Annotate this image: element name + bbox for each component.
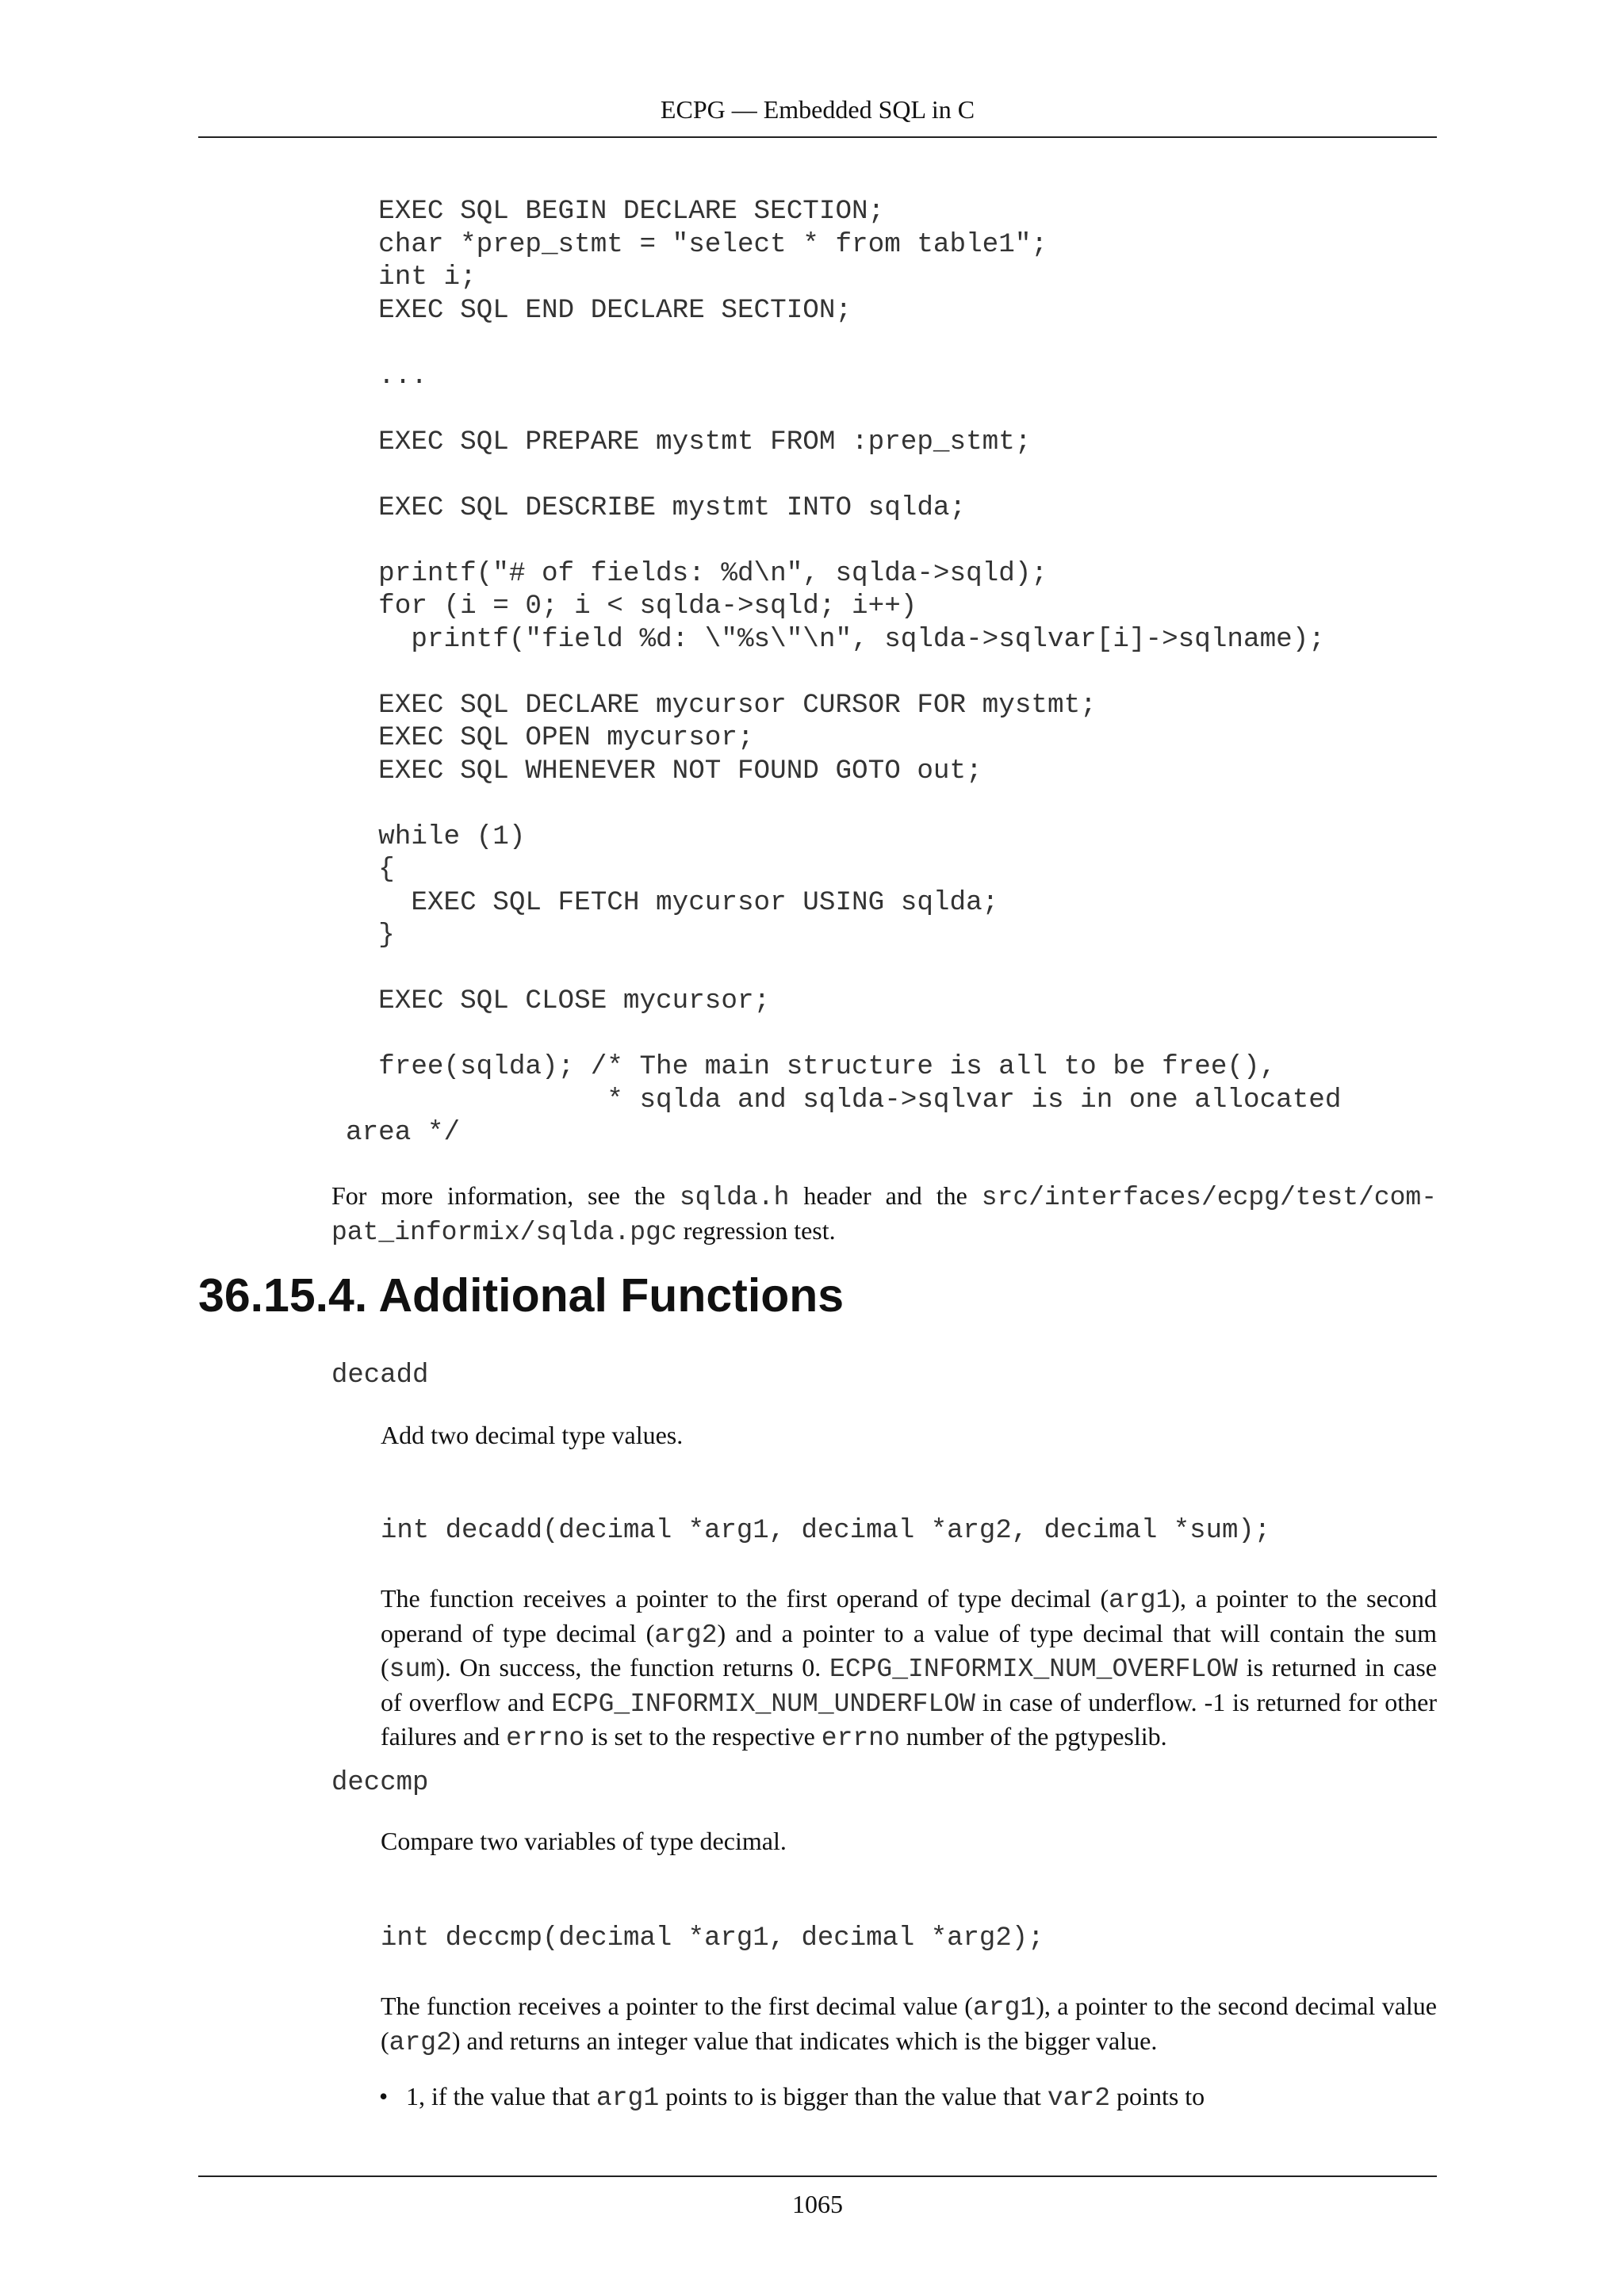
- function-term-decadd: decadd: [331, 1360, 429, 1391]
- deccmp-desc-text: ), a pointer to the second decimal value (: [381, 1992, 1438, 2055]
- regression-test-path: src/interfaces/ecpg/test/com-pat_informix/sqlda.pgc: [331, 1183, 1438, 1247]
- decadd-desc-text: The function receives a pointer to the first operand of type decimal (: [381, 1584, 1109, 1613]
- section-title: 36.15.4. Additional Functions: [198, 1269, 845, 1322]
- underflow-constant: ECPG_INFORMIX_NUM_UNDERFLOW: [551, 1689, 975, 1719]
- footer-rule: [198, 2175, 1437, 2177]
- more-info-paragraph: [331, 1180, 1437, 1249]
- sqlda-h-filename: sqlda.h: [679, 1183, 790, 1212]
- decadd-desc-text: ), a pointer to the second operand of type decimal (: [381, 1584, 1438, 1647]
- decadd-desc-text: is set to the respective: [584, 1722, 822, 1751]
- decadd-desc-text: number of the pgtypeslib.: [899, 1722, 1167, 1751]
- deccmp-desc-text: ) and returns an integer value that indicates which is the bigger value.: [451, 2026, 1158, 2055]
- decadd-desc-text: ) and a pointer to a value of type decimal that will contain the sum (: [381, 1618, 1438, 1682]
- deccmp-synopsis: int deccmp(decimal *arg1, decimal *arg2);: [381, 1923, 1044, 1954]
- decadd-desc-text: in case of underflow. -1 is returned for other failures and: [381, 1687, 1438, 1751]
- deccmp-summary: Compare two variables of type decimal.: [381, 1827, 787, 1855]
- decadd-sum: sum: [389, 1655, 437, 1684]
- more-info-text-1: For more information, see the: [331, 1181, 680, 1210]
- header-rule: [198, 136, 1437, 138]
- decadd-description: [381, 1582, 1437, 1755]
- errno-variable: errno: [821, 1724, 900, 1753]
- page-header: ECPG — Embedded SQL in C: [660, 95, 975, 124]
- function-term-deccmp: deccmp: [331, 1768, 429, 1798]
- deccmp-arg1: arg1: [972, 1993, 1036, 2022]
- bullet-icon: •: [379, 2082, 389, 2110]
- list-item: [379, 2080, 1437, 2115]
- deccmp-description: [381, 1990, 1437, 2059]
- decadd-arg2: arg2: [654, 1620, 718, 1650]
- overflow-constant: ECPG_INFORMIX_NUM_OVERFLOW: [829, 1655, 1238, 1684]
- decadd-desc-text: ). On success, the function returns 0.: [436, 1653, 830, 1682]
- more-info-text-3: regression test.: [676, 1215, 836, 1245]
- decadd-desc-text: is returned in case of overflow and: [381, 1653, 1438, 1716]
- page-number: 1065: [792, 2190, 843, 2218]
- list-item-text: points to is bigger than the value that: [659, 2082, 1048, 2110]
- deccmp-desc-text: The function receives a pointer to the first decimal value (: [381, 1992, 973, 2020]
- errno-variable: errno: [506, 1724, 585, 1753]
- decadd-synopsis: int decadd(decimal *arg1, decimal *arg2, decimal *sum);: [381, 1516, 1271, 1546]
- code-example: EXEC SQL BEGIN DECLARE SECTION; char *prep_stmt = "select * from table1"; int i; EXEC SQL END DECLARE SECTION; ... EXEC SQL PREPARE mystmt FROM :prep_stmt; EXEC SQL DESCRIBE mystmt INTO sqlda; printf("# of fields: %d\n", sqlda->sqld); for (i = 0; i < sqlda->sqld; i++) printf("field %d: \"%s\"\n", sqlda->sqlvar[i]->sqlname); EXEC SQL DECLARE mycursor CURSOR FOR mystmt; EXEC SQL OPEN mycursor; EXEC SQL WHENEVER NOT FOUND GOTO out; while (1) { EXEC SQL FETCH mycursor USING sqlda; } EXEC SQL CLOSE mycursor; free(sqlda); /* The main structure is all to be free(), * sqlda and sqlda->sqlvar is in one allocated area */: [346, 196, 1342, 1148]
- more-info-text-2: header and the: [789, 1181, 982, 1210]
- deccmp-result-list: [379, 2080, 1437, 2115]
- list-item-var2: var2: [1047, 2084, 1111, 2113]
- decadd-arg1: arg1: [1109, 1586, 1172, 1615]
- deccmp-arg2: arg2: [389, 2027, 452, 2057]
- list-item-arg1: arg1: [596, 2084, 660, 2113]
- list-item-text: 1, if the value that: [406, 2082, 596, 2110]
- decadd-summary: Add two decimal type values.: [381, 1421, 684, 1449]
- list-item-text: points to: [1110, 2082, 1205, 2110]
